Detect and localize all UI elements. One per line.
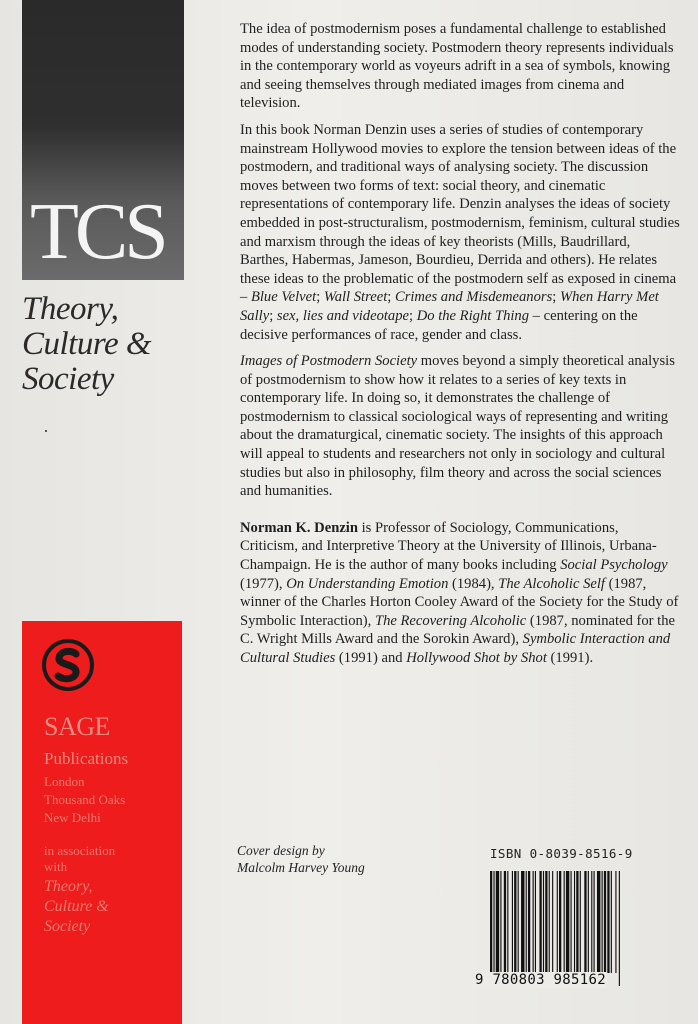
- association-text: [44, 843, 115, 875]
- barcode-bar: [591, 871, 592, 973]
- barcode-bar: [521, 871, 524, 973]
- barcode-bar: [564, 871, 565, 973]
- tcs-badge-text: TCS: [30, 188, 165, 276]
- publisher-place: New Delhi: [44, 810, 101, 825]
- barcode-bar: [552, 871, 553, 973]
- text-run: is Professor of Sociology, Communications, Criticism, and Interpretive Theory at the University of Illinois, Urbana-Champaign. He is the author of many books including: [240, 519, 657, 574]
- barcode-bar: [574, 871, 575, 973]
- association-series-line: Culture &: [44, 898, 109, 915]
- barcode-bar: [566, 871, 569, 973]
- sage-logo-icon: [42, 639, 94, 691]
- speck: [45, 430, 47, 432]
- barcode-bar: [604, 871, 606, 973]
- barcode-bar: [504, 871, 506, 973]
- barcode-bar: [490, 871, 492, 986]
- text-run: (1977),: [240, 575, 287, 592]
- book-title: Social Psychology: [560, 557, 668, 574]
- barcode-bar: [557, 871, 558, 986]
- author-name: Norman K. Denzin: [240, 519, 358, 536]
- text-run: (1991).: [546, 650, 594, 666]
- blurb-paragraph-2: In this book Norman Denzin uses a series of studies of contemporary mainstream Hollywood movies to explore the tension between ideas of the postmodern, and traditional ways of analysing society. The discussion moves between two forms of text: social theory, and cinematic representations of contemporary life. Denzin analyses the ideas of society embedded in post-structuralism, postmodernism, feminism, cultural studies and marxism through the ideas of key theorists (Mills, Baudrillard, Barthes, Habermas, Jameson, Bourdieu, Derrida and others). He relates these ideas to the problematic of the postmodern self as exposed in cinema – Blue Velvet; Wall Street; Crimes and Misdemeanors; When Harry Met Sally; sex, lies and videotape; Do the Right Thing – centering on the decisive performances of race, gender and class.: [240, 121, 680, 343]
- association-line: with: [44, 859, 68, 874]
- barcode-bar: [588, 871, 589, 973]
- barcode-bar: [576, 871, 578, 973]
- text-run: (1991) and: [335, 650, 407, 666]
- publisher-name: SAGE: [44, 712, 110, 741]
- barcode-bar: [611, 871, 612, 973]
- publisher-block: [22, 621, 182, 1024]
- text-run: (1987, winner of the Charles Horton Cooley Award of the Society for the Study of Symbolic Interaction),: [240, 575, 679, 629]
- film-title: Wall Street: [323, 289, 388, 306]
- barcode-bar: [619, 871, 620, 986]
- barcode-bar: [528, 871, 530, 973]
- film-title: Crimes and Misdemeanors: [394, 289, 553, 306]
- series-title-line: Theory,: [22, 291, 119, 327]
- text-run: (1987, nominated for the C. Wright Mills Award and the Sorokin Award),: [240, 612, 676, 648]
- barcode-bar: [597, 871, 600, 973]
- barcode-bar: [496, 871, 499, 973]
- cover-credit-line: Malcolm Harvey Young: [237, 860, 365, 875]
- barcode-bar: [507, 871, 508, 973]
- cover-credit: [237, 842, 365, 876]
- barcode-bar: [607, 871, 609, 973]
- isbn-label: ISBN 0-8039-8516-9: [490, 846, 633, 861]
- blurb-paragraph-3: [240, 352, 680, 501]
- blurb: [240, 20, 680, 676]
- series-title: [22, 292, 192, 397]
- text-run: moves beyond a simply theoretical analysis of postmodernism to show how it relates to a series of key texts in contemporary life. In doing so, it demonstrates the challenge of postmodernism to classical sociological ways of representing and writing about the dramaturgical, cinematic society. The insights of this approach will appeal to students and researchers not only in sociology and cultural studies but also in philosophy, film theory and across the social sciences and humanities.: [240, 353, 675, 500]
- barcode-digits: 9 780803 985162: [475, 972, 606, 988]
- barcode-bar: [549, 871, 550, 973]
- blurb-paragraph-1: The idea of postmodernism poses a fundamental challenge to established modes of understanding society. Postmodern theory represents individuals in the contemporary world as voyeurs adrift in a sea of symbols, knowing and seeing themselves through mediated images from cinema and television.: [240, 21, 674, 112]
- text-run: – centering on the decisive performances of race, gender and class.: [240, 307, 638, 343]
- barcode-bar: [602, 871, 603, 973]
- book-title: Symbolic Interaction and Cultural Studies: [240, 631, 671, 666]
- barcode-bar: [571, 871, 572, 973]
- cover-credit-line: Cover design by: [237, 843, 325, 858]
- tcs-badge: [22, 0, 184, 280]
- barcode-bar: [526, 871, 527, 973]
- barcode-bar: [500, 871, 501, 973]
- barcode-bar: [594, 871, 595, 973]
- film-title: Blue Velvet: [250, 289, 317, 306]
- barcode-bar: [518, 871, 519, 973]
- barcode-bar: [615, 871, 616, 973]
- barcode-bar: [543, 871, 544, 973]
- barcode-bar: [584, 871, 586, 973]
- film-title: sex, lies and videotape: [276, 307, 410, 324]
- barcode-bar: [512, 871, 513, 973]
- book-title: Hollywood Shot by Shot: [406, 650, 547, 666]
- film-title: When Harry Met Sally: [240, 289, 659, 324]
- association-line: in association: [44, 843, 116, 858]
- series-title-line: Culture &: [22, 326, 152, 362]
- barcode-bar: [533, 871, 534, 973]
- publisher-place: London: [44, 774, 85, 789]
- publisher-places: [44, 773, 125, 827]
- barcode-bar: [580, 871, 581, 973]
- text-run: (1984),: [448, 575, 499, 592]
- book-title: Images of Postmodern Society: [240, 353, 418, 370]
- barcode-bar: [535, 871, 536, 973]
- association-series-line: Theory,: [44, 878, 93, 895]
- barcode-bar: [539, 871, 541, 973]
- barcode-bar: [514, 871, 516, 973]
- association-series-line: Society: [44, 918, 91, 935]
- book-title: The Recovering Alcoholic: [374, 612, 527, 629]
- series-title-line: Society: [22, 361, 114, 397]
- publisher-sub: Publications: [44, 749, 129, 768]
- barcode-bar: [493, 871, 494, 986]
- text-run: In this book Norman Denzin uses a series of studies of contemporary mainstream Hollywood movies to explore the tension between ideas of the postmodern, and traditional ways of analysing society. The discussion moves between two forms of text: social theory, and cinematic representations of contemporary life. Denzin analyses the ideas of society embedded in post-structuralism, postmodernism, feminism, cultural studies and marxism through the ideas of key theorists (Mills, Baudrillard, Barthes, Habermas, Jameson, Bourdieu, Derrida and others). He relates these ideas to the problematic of the postmodern self as exposed in cinema –: [240, 121, 680, 306]
- barcode-bar: [545, 871, 547, 973]
- association-series: [44, 877, 109, 937]
- film-title: Do the Right Thing: [416, 307, 530, 324]
- barcode-bar: [559, 871, 561, 973]
- book-title: The Alcoholic Self: [498, 575, 605, 592]
- author-bio: [240, 519, 680, 668]
- book-title: On Understanding Emotion: [286, 575, 449, 592]
- publisher-place: Thousand Oaks: [44, 792, 126, 807]
